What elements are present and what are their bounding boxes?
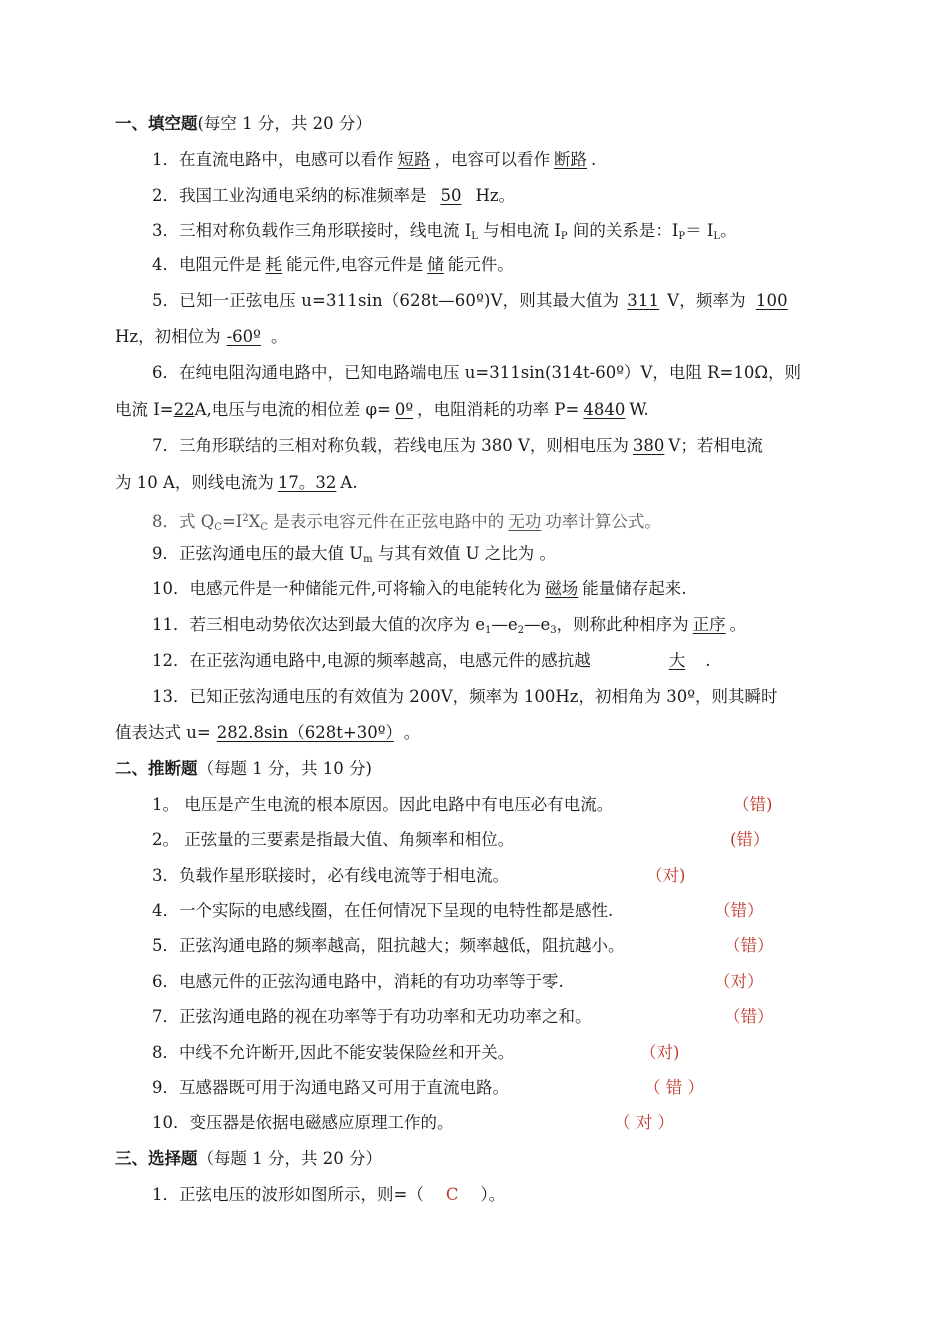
judge-question-2 — [152, 829, 514, 851]
answer-blank: 282.8sin（628t+30º） — [216, 723, 394, 742]
question-text: 功率计算公式。 — [545, 512, 661, 531]
answer-blank: -60º — [226, 327, 261, 346]
subscript: C — [260, 522, 269, 533]
question-text: 6．电感元件的正弦沟通电路中，消耗的有功功率等于零. — [152, 972, 564, 991]
judge-answer-mark: （对) — [640, 1043, 680, 1062]
judge-question-3 — [152, 865, 509, 887]
fill-question-7-cont — [115, 472, 358, 494]
fill-question-12 — [152, 650, 711, 672]
question-text: V；若相电流 — [668, 436, 763, 455]
judge-answer-mark: （对） — [714, 972, 764, 991]
judge-question-9 — [152, 1077, 509, 1099]
question-text: 1．在直流电路中，电感可以看作 — [152, 150, 394, 169]
answer-blank: 50 — [440, 186, 462, 205]
fill-question-13-cont — [115, 722, 420, 744]
question-text: 8．中线不允许断开,因此不能安装保险丝和开关。 — [152, 1043, 515, 1062]
question-text: 8．式 Q — [152, 512, 215, 531]
fill-question-3 — [152, 220, 737, 248]
fill-question-1 — [152, 149, 596, 171]
question-text: 4．一个实际的电感线圈，在任何情况下呈现的电特性都是感性. — [152, 901, 614, 920]
subscript: m — [363, 554, 373, 565]
question-text: 3．三相对称负载作三角形联接时，线电流 I — [152, 221, 472, 240]
question-text: 能元件。 — [447, 255, 514, 274]
answer-blank: 22 — [173, 400, 195, 419]
question-text: 1。 电压是产生电流的根本原因。因此电路中有电压必有电流。 — [152, 795, 614, 814]
subscript: C — [214, 522, 222, 533]
question-text: ，电阻消耗的功率 P= — [417, 400, 580, 419]
subscript: L — [471, 231, 478, 242]
question-text: 为 10 A，则线电流为 — [115, 473, 274, 492]
section-note: （每题 1 分，共 20 分） — [197, 1149, 382, 1168]
question-text: 13．已知正弦沟通电压的有效值为 200V，频率为 100Hz，初相角为 30º，则其瞬时 — [152, 687, 778, 706]
judge-question-8 — [152, 1042, 514, 1064]
question-text: 间的关系是：I — [567, 221, 679, 240]
choice-answer: C — [445, 1185, 459, 1204]
question-text: 值表达式 u= — [115, 723, 211, 742]
subscript: P — [560, 231, 568, 242]
fill-question-5-cont — [115, 326, 287, 348]
question-text: A,电压与电流的相位差 φ= — [194, 400, 391, 419]
question-text: 3．负载作星形联接时，必有线电流等于相电流。 — [152, 866, 509, 885]
section-title: 二、推断题 — [115, 759, 198, 778]
fill-question-6 — [152, 362, 801, 384]
section-choice-heading — [115, 1148, 382, 1170]
judge-answer-mark: (错） — [730, 830, 770, 849]
question-text: V，频率为 — [667, 291, 746, 310]
judge-answer-mark: （ 错 ） — [644, 1078, 704, 1097]
fill-question-5 — [152, 290, 790, 312]
question-text: ）。 — [480, 1185, 506, 1204]
question-text: 。 — [729, 615, 747, 634]
question-text: 。 — [720, 221, 737, 240]
question-text: . — [705, 651, 711, 670]
section-note: （每题 1 分，共 10 分) — [197, 759, 372, 778]
question-text: 9．互感器既可用于沟通电路又可用于直流电路。 — [152, 1078, 509, 1097]
judge-answer-mark: （错） — [724, 936, 774, 955]
subscript: 2 — [517, 625, 525, 636]
subscript: P — [678, 231, 686, 242]
fill-question-7 — [152, 435, 763, 457]
answer-blank: 储 — [427, 255, 444, 274]
question-text: 6．在纯电阻沟通电路中，已知电路端电压 u=311sin(314t-60º）V，电阻 R=10Ω，则 — [152, 363, 802, 382]
question-text: 9．正弦沟通电压的最大值 U — [152, 544, 364, 563]
superscript: 2 — [242, 513, 249, 524]
question-text: 12．在正弦沟通电路中,电源的频率越高，电感元件的感抗越 — [152, 651, 591, 670]
section-fill-heading — [115, 113, 372, 135]
question-text: Hz。 — [475, 186, 516, 205]
question-text: 。 — [270, 327, 288, 346]
choice-question-1 — [152, 1184, 505, 1206]
judge-answer-mark: （对) — [646, 866, 686, 885]
answer-blank: 0º — [394, 400, 414, 419]
answer-blank: 17。32 — [277, 473, 337, 492]
section-note: (每空 1 分，共 20 分） — [197, 114, 372, 133]
question-text: —e — [524, 615, 551, 634]
question-text: ＝ I — [685, 221, 714, 240]
question-text: 。 — [403, 723, 421, 742]
answer-blank: 100 — [755, 291, 788, 310]
answer-blank: 短路 — [397, 150, 431, 169]
question-text: 1．正弦电压的波形如图所示，则=（ — [152, 1185, 424, 1204]
question-text: W. — [629, 400, 649, 419]
question-text: 2。 正弦量的三要素是指最大值、角频率和相位。 — [152, 830, 515, 849]
question-text: 7．正弦沟通电路的视在功率等于有功功率和无功功率之和。 — [152, 1007, 592, 1026]
question-text: —e — [491, 615, 518, 634]
fill-question-4 — [152, 254, 514, 276]
answer-blank: 311 — [627, 291, 660, 310]
question-text: 与其有效值 U 之比为 。 — [372, 544, 557, 563]
judge-question-10 — [152, 1112, 454, 1134]
judge-answer-mark: （错） — [714, 901, 764, 920]
question-text: 电流 I= — [115, 400, 174, 419]
answer-blank: 380 — [632, 436, 665, 455]
subscript: 1 — [485, 625, 492, 636]
question-text: 5．正弦沟通电路的频率越高，阻抗越大；频率越低，阻抗越小。 — [152, 936, 625, 955]
question-text: . — [591, 150, 597, 169]
question-text: 11．若三相电动势依次达到最大值的次序为 e — [152, 615, 486, 634]
fill-question-2 — [152, 185, 515, 207]
question-text: ，电容可以看作 — [434, 150, 550, 169]
fill-question-10 — [152, 578, 687, 600]
judge-answer-mark: （ 对 ） — [614, 1113, 674, 1132]
section-title: 一、填空题 — [115, 114, 198, 133]
answer-blank: 无功 — [508, 512, 542, 531]
judge-question-5 — [152, 935, 625, 957]
question-text: 与相电流 I — [477, 221, 561, 240]
answer-blank: 磁场 — [545, 579, 579, 598]
fill-question-9 — [152, 543, 556, 571]
question-text: 5．已知一正弦电压 u=311sin（628t—60º)V，则其最大值为 — [152, 291, 620, 310]
answer-blank: 耗 — [265, 255, 282, 274]
question-text: A. — [340, 473, 358, 492]
answer-blank: 断路 — [554, 150, 587, 169]
fill-question-6-cont — [115, 399, 649, 421]
question-text: 是表示电容元件在正弦电路中的 — [268, 512, 505, 531]
judge-question-1 — [152, 794, 613, 816]
question-text: 能量储存起来. — [582, 579, 687, 598]
question-text: =I — [221, 512, 243, 531]
fill-question-13 — [152, 686, 777, 708]
subscript: 3 — [550, 625, 557, 636]
question-text: X — [248, 512, 261, 531]
judge-question-6 — [152, 971, 564, 993]
question-text: 4．电阻元件是 — [152, 255, 262, 274]
section-title: 三、选择题 — [115, 1149, 198, 1168]
fill-question-8 — [152, 508, 661, 539]
question-text: 10．电感元件是一种储能元件,可将输入的电能转化为 — [152, 579, 542, 598]
answer-blank: 正序 — [692, 615, 726, 634]
section-judge-heading — [115, 758, 372, 780]
subscript: L — [713, 231, 721, 242]
question-text: 能元件,电容元件是 — [286, 255, 424, 274]
answer-blank: 大 — [668, 651, 686, 670]
judge-answer-mark: （错） — [724, 1007, 774, 1026]
fill-question-11 — [152, 614, 746, 642]
question-text: 10．变压器是依据电磁感应原理工作的。 — [152, 1113, 454, 1132]
question-text: ，则称此种相序为 — [556, 615, 689, 634]
judge-question-7 — [152, 1006, 592, 1028]
judge-answer-mark: （错) — [733, 795, 773, 814]
question-text: Hz，初相位为 — [115, 327, 221, 346]
question-text: 7．三角形联结的三相对称负载，若线电压为 380 V，则相电压为 — [152, 436, 629, 455]
question-text: 2．我国工业沟通电采纳的标准频率是 — [152, 186, 427, 205]
judge-question-4 — [152, 900, 613, 922]
answer-blank: 4840 — [583, 400, 626, 419]
